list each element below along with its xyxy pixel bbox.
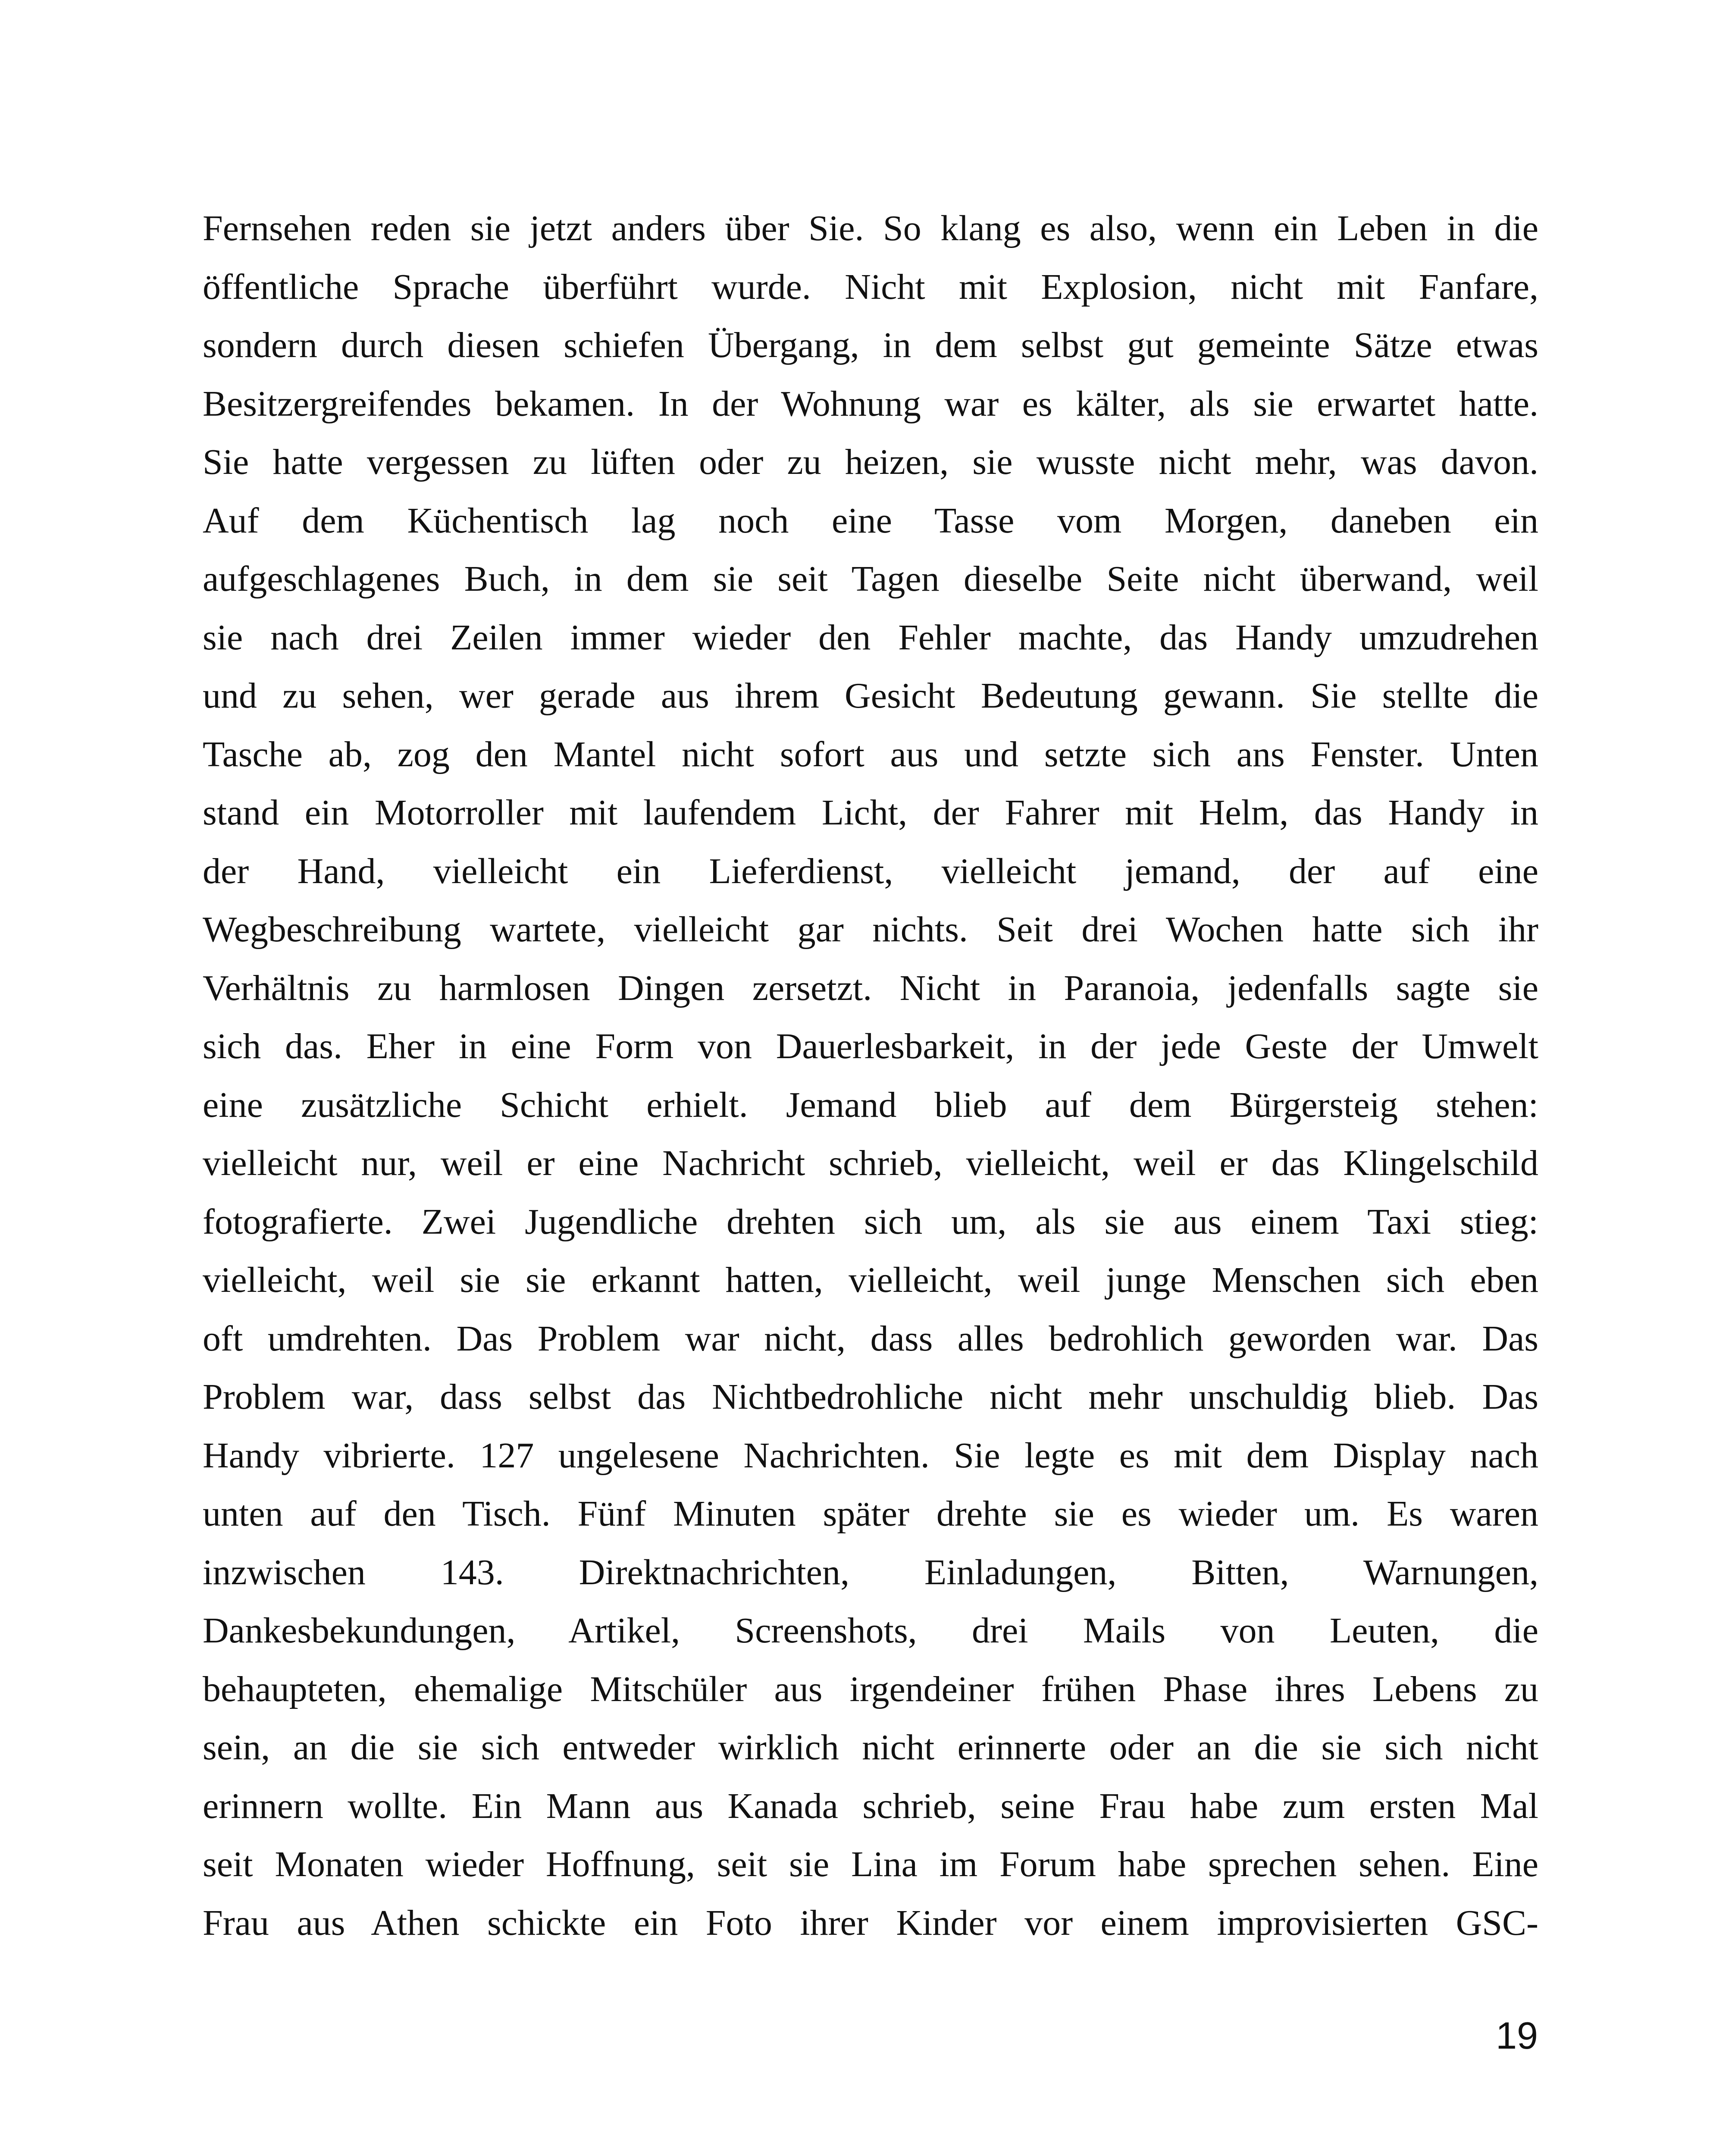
text-line: Tasche ab, zog den Mantel nicht sofort aus und setzte sich ans Fenster. Unten	[203, 734, 1538, 774]
text-line: Wegbeschreibung wartete, vielleicht gar nichts. Seit drei Wochen hatte sich ihr	[203, 909, 1538, 950]
text-line: Sie hatte vergessen zu lüften oder zu heizen, sie wusste nicht mehr, was davon.	[203, 442, 1538, 482]
text-line: Dankesbekundungen, Artikel, Screenshots, drei Mails von Leuten, die	[203, 1611, 1538, 1651]
text-line: und zu sehen, wer gerade aus ihrem Gesicht Bedeutung gewann. Sie stellte die	[203, 676, 1538, 716]
text-line: Auf dem Küchentisch lag noch eine Tasse vom Morgen, daneben ein	[203, 500, 1538, 541]
text-line: Handy vibrierte. 127 ungelesene Nachrichten. Sie legte es mit dem Display nach	[203, 1435, 1538, 1476]
text-line: vielleicht, weil sie sie erkannt hatten, vielleicht, weil junge Menschen sich eben	[203, 1260, 1538, 1300]
text-line: stand ein Motorroller mit laufendem Licht, der Fahrer mit Helm, das Handy in	[203, 793, 1538, 833]
body-text	[203, 199, 1538, 1952]
text-line: sich das. Eher in eine Form von Dauerlesbarkeit, in der jede Geste der Umwelt	[203, 1026, 1538, 1066]
text-line: seit Monaten wieder Hoffnung, seit sie Lina im Forum habe sprechen sehen. Eine	[203, 1844, 1538, 1884]
text-line: sein, an die sie sich entweder wirklich nicht erinnerte oder an die sie sich nicht	[203, 1727, 1538, 1767]
text-line: Fernsehen reden sie jetzt anders über Sie. So klang es also, wenn ein Leben in die	[203, 208, 1538, 248]
text-line: sie nach drei Zeilen immer wieder den Fehler machte, das Handy umzudrehen	[203, 617, 1538, 658]
text-line: öffentliche Sprache überführt wurde. Nicht mit Explosion, nicht mit Fanfare,	[203, 266, 1538, 307]
text-line: sondern durch diesen schiefen Übergang, in dem selbst gut gemeinte Sätze etwas	[203, 325, 1538, 365]
text-line: oft umdrehten. Das Problem war nicht, dass alles bedrohlich geworden war. Das	[203, 1318, 1538, 1359]
text-line: Problem war, dass selbst das Nichtbedrohliche nicht mehr unschuldig blieb. Das	[203, 1377, 1538, 1417]
text-line: der Hand, vielleicht ein Lieferdienst, vielleicht jemand, der auf eine	[203, 851, 1538, 891]
text-line: eine zusätzliche Schicht erhielt. Jemand blieb auf dem Bürgersteig stehen:	[203, 1084, 1538, 1125]
text-line: behaupteten, ehemalige Mitschüler aus irgendeiner frühen Phase ihres Lebens zu	[203, 1669, 1538, 1709]
text-line: vielleicht nur, weil er eine Nachricht schrieb, vielleicht, weil er das Klingelschild	[203, 1143, 1538, 1183]
text-line: erinnern wollte. Ein Mann aus Kanada schrieb, seine Frau habe zum ersten Mal	[203, 1786, 1538, 1826]
text-line: inzwischen 143. Direktnachrichten, Einladungen, Bitten, Warnungen,	[203, 1552, 1538, 1592]
text-line: Verhältnis zu harmlosen Dingen zersetzt. Nicht in Paranoia, jedenfalls sagte sie	[203, 968, 1538, 1008]
text-line: fotografierte. Zwei Jugendliche drehten sich um, als sie aus einem Taxi stieg:	[203, 1201, 1538, 1242]
text-line: aufgeschlagenes Buch, in dem sie seit Tagen dieselbe Seite nicht überwand, weil	[203, 559, 1538, 599]
text-line: Besitzergreifendes bekamen. In der Wohnung war es kälter, als sie erwartet hatte.	[203, 383, 1538, 424]
text-line: Frau aus Athen schickte ein Foto ihrer Kinder vor einem improvisierten GSC-	[203, 1902, 1538, 1943]
page-number: 19	[1496, 2014, 1538, 2057]
text-line: unten auf den Tisch. Fünf Minuten später drehte sie es wieder um. Es waren	[203, 1494, 1538, 1534]
